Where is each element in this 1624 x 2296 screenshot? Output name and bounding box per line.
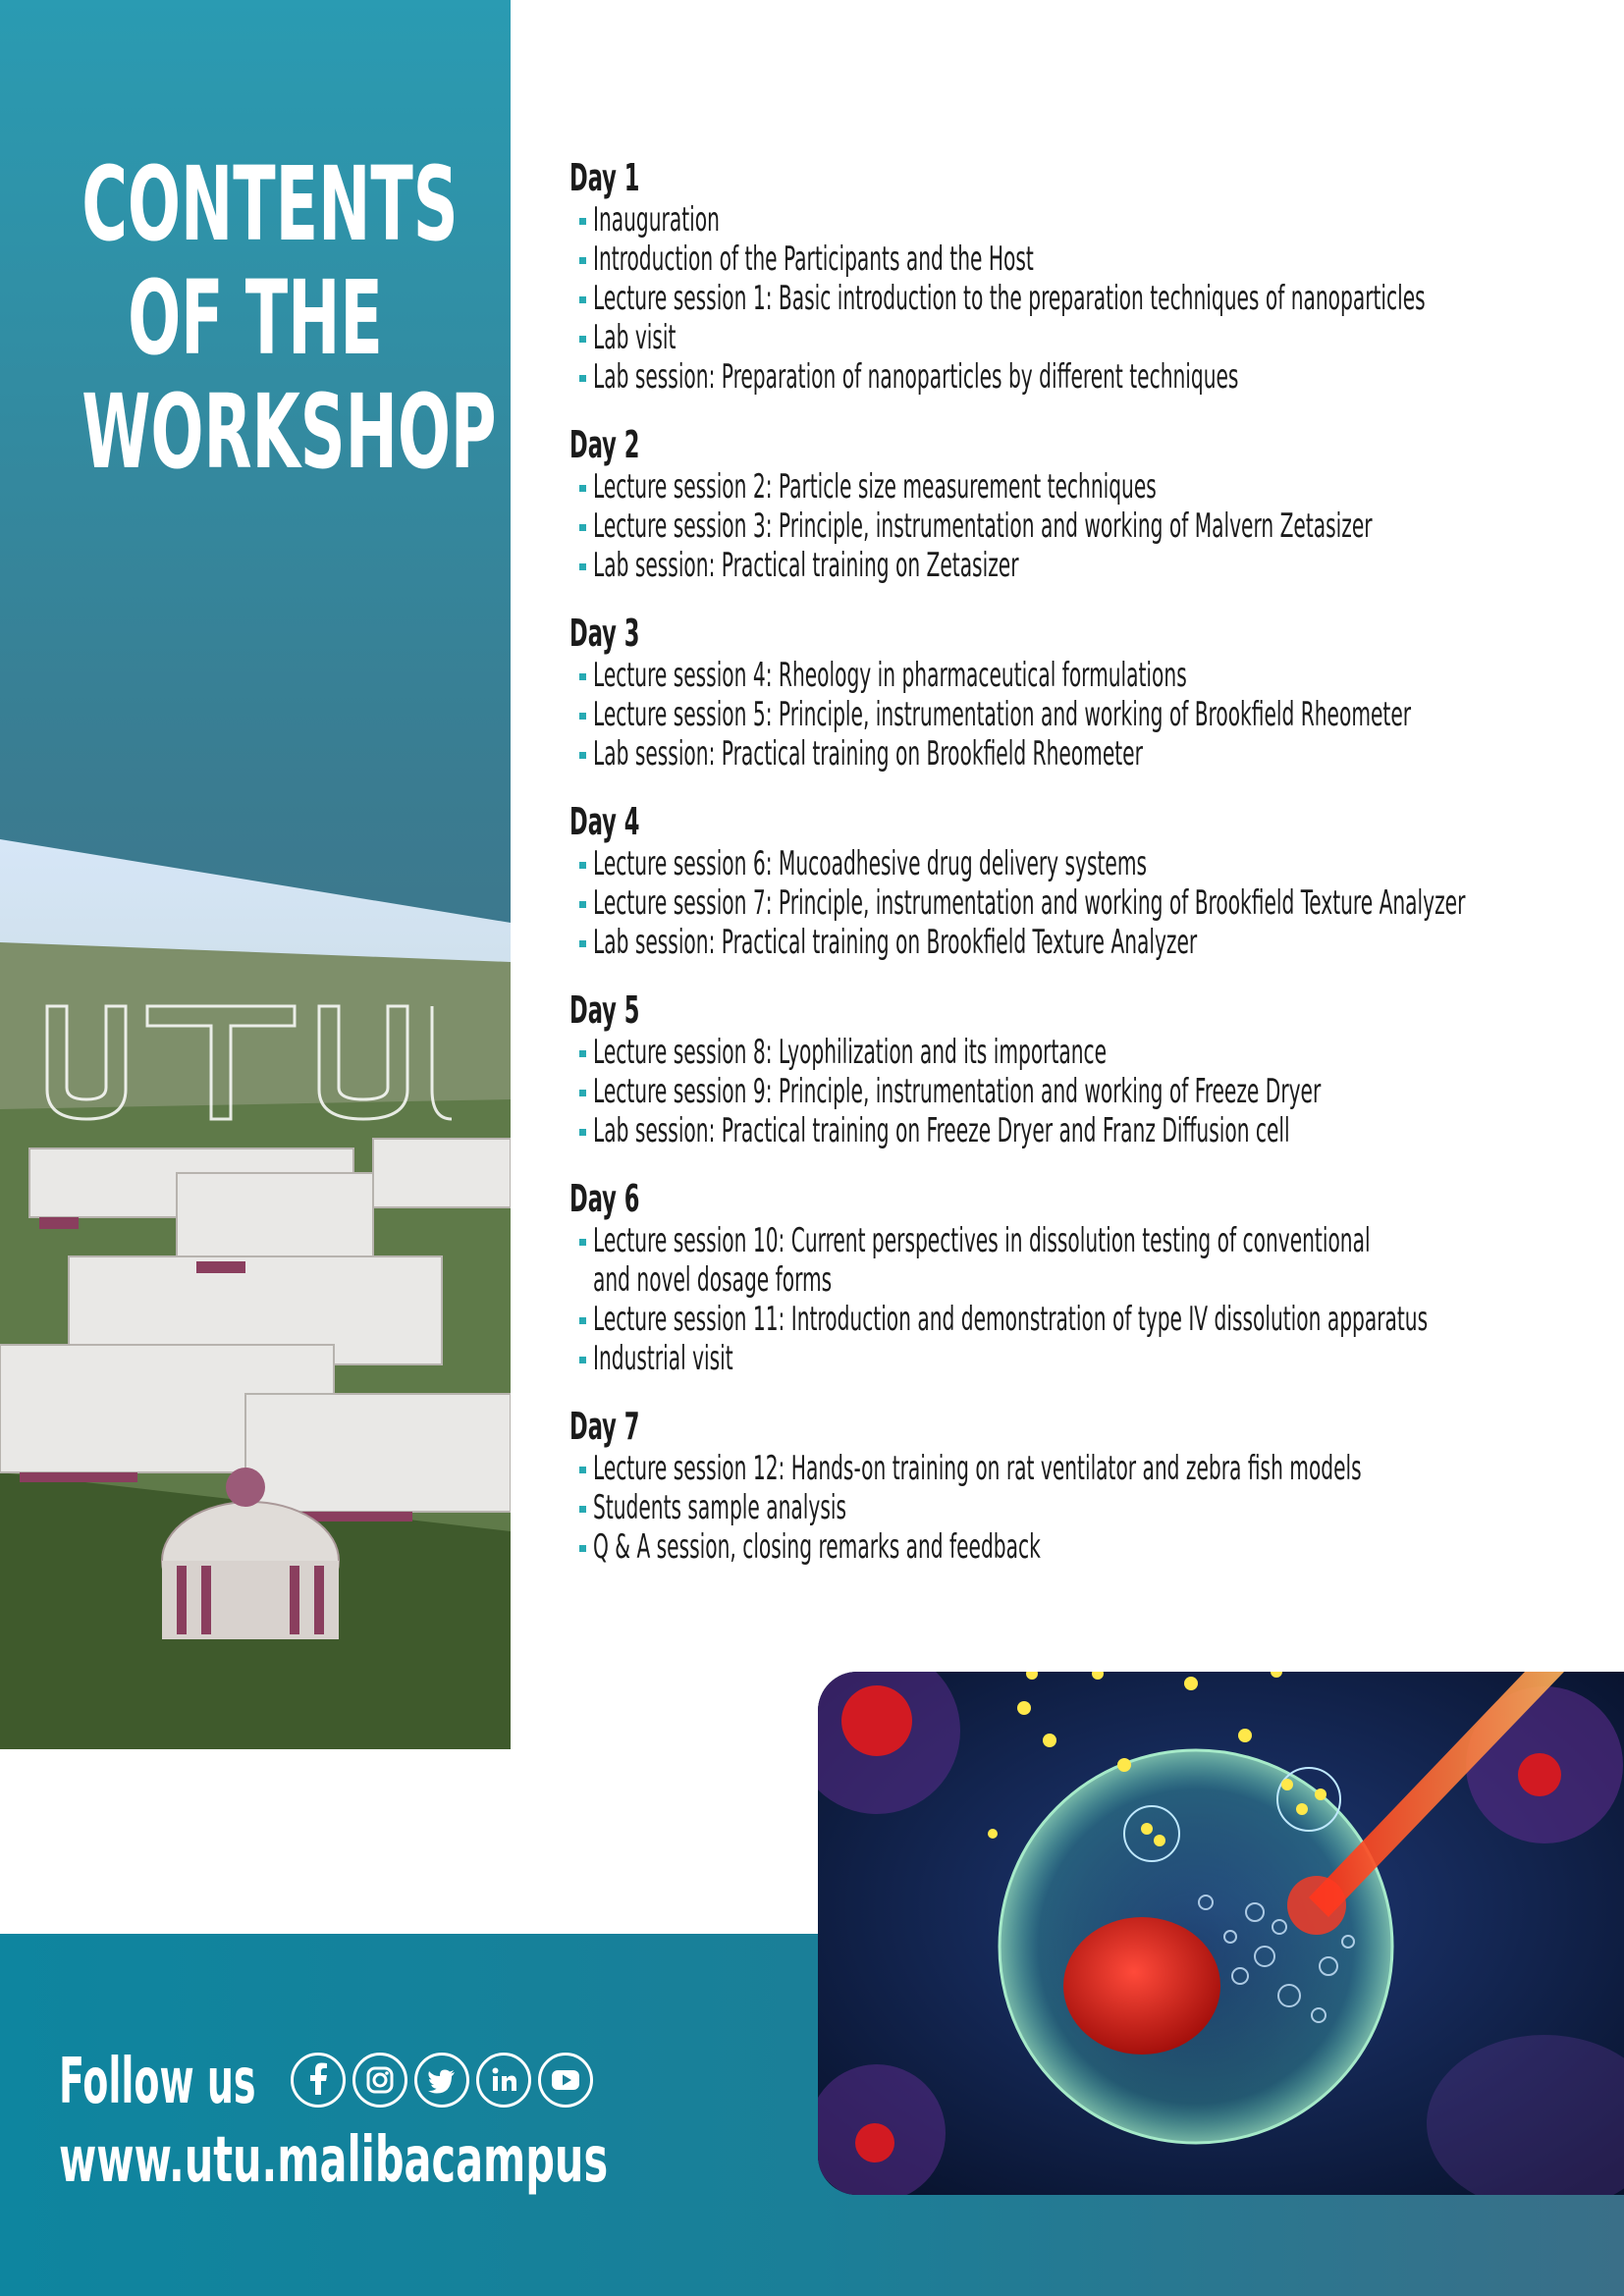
agenda-item-text: Lecture session 12: Hands-on training on rat ventilator and zebra fish models — [593, 1449, 1362, 1488]
agenda-item-text: Lab session: Practical training on Freeze Dryer and Franz Diffusion cell — [593, 1111, 1290, 1150]
agenda-day — [569, 799, 1591, 962]
bullet-icon — [579, 1506, 586, 1513]
bullet-icon — [579, 336, 586, 343]
agenda-item-text: Lecture session 7: Principle, instrumentation and working of Brookfield Texture Analyzer — [593, 883, 1466, 923]
agenda-item-text: Q & A session, closing remarks and feedback — [593, 1527, 1041, 1567]
agenda-item — [569, 844, 1591, 883]
agenda-item — [569, 279, 1591, 318]
agenda-day — [569, 1176, 1591, 1378]
agenda-item — [569, 200, 1591, 240]
bullet-icon — [579, 1357, 586, 1363]
bullet-icon — [579, 218, 586, 225]
agenda-item-text: Lab visit — [593, 318, 677, 357]
instagram-icon[interactable] — [352, 2053, 407, 2108]
day-title: Day 2 — [569, 423, 640, 466]
agenda-item-text: Lecture session 9: Principle, instrumentation and working of Freeze Dryer — [593, 1072, 1322, 1111]
campus-aerial-photo — [0, 0, 511, 1749]
title-panel — [0, 0, 511, 1749]
page-title: CONTENTS OF THE WORKSHOP — [81, 144, 497, 492]
agenda-item-text: Lab session: Practical training on Brookfield Rheometer — [593, 734, 1143, 774]
agenda — [569, 155, 1591, 1592]
bullet-icon — [579, 940, 586, 947]
agenda-item-text: Lecture session 5: Principle, instrumentation and working of Brookfield Rheometer — [593, 695, 1412, 734]
bullet-icon — [579, 563, 586, 570]
agenda-day — [569, 422, 1591, 585]
bullet-icon — [579, 485, 586, 492]
agenda-item-text: Lecture session 11: Introduction and demonstration of type IV dissolution apparatus — [593, 1300, 1429, 1339]
agenda-item — [569, 923, 1591, 962]
bullet-icon — [579, 713, 586, 720]
agenda-item-text: Lecture session 10: Current perspectives in dissolution testing of conventional — [593, 1221, 1371, 1260]
agenda-item — [569, 1488, 1591, 1527]
agenda-item — [569, 1072, 1591, 1111]
agenda-item — [569, 1339, 1591, 1378]
agenda-item-text: Industrial visit — [593, 1339, 733, 1378]
agenda-item — [569, 1449, 1591, 1488]
agenda-item-text: Students sample analysis — [593, 1488, 846, 1527]
agenda-item — [569, 1300, 1591, 1339]
agenda-day — [569, 155, 1591, 397]
facebook-icon[interactable] — [291, 2053, 346, 2108]
bullet-icon — [579, 375, 586, 382]
agenda-item-text: Lab session: Practical training on Zetasizer — [593, 546, 1019, 585]
day-title: Day 7 — [569, 1405, 640, 1448]
agenda-item — [569, 1527, 1591, 1567]
agenda-item — [569, 240, 1591, 279]
youtube-icon[interactable] — [538, 2053, 593, 2108]
website-url[interactable]: www.utu.malibacampus — [59, 2124, 609, 2197]
agenda-day — [569, 1404, 1591, 1567]
bullet-icon — [579, 1239, 586, 1246]
day-title: Day 6 — [569, 1177, 640, 1220]
agenda-item — [569, 318, 1591, 357]
agenda-item — [569, 1221, 1591, 1260]
agenda-item — [569, 883, 1591, 923]
agenda-day — [569, 611, 1591, 774]
agenda-item-text: Inauguration — [593, 200, 720, 240]
agenda-item — [569, 695, 1591, 734]
agenda-item-text: Lecture session 4: Rheology in pharmaceutical formulations — [593, 656, 1187, 695]
day-title: Day 1 — [569, 156, 640, 199]
day-title: Day 4 — [569, 800, 640, 843]
bullet-icon — [579, 673, 586, 680]
agenda-item — [569, 507, 1591, 546]
day-title: Day 5 — [569, 988, 640, 1032]
bullet-icon — [579, 1129, 586, 1136]
agenda-item-text: Lecture session 3: Principle, instrumentation and working of Malvern Zetasizer — [593, 507, 1373, 546]
day-title: Day 3 — [569, 612, 640, 655]
agenda-item — [569, 357, 1591, 397]
linkedin-icon[interactable] — [476, 2053, 531, 2108]
nanoparticle-cell-illustration — [818, 1672, 1624, 2195]
agenda-item — [569, 734, 1591, 774]
agenda-item-text: Lecture session 2: Particle size measurement techniques — [593, 467, 1157, 507]
follow-us-label: Follow us — [59, 2046, 256, 2118]
twitter-icon[interactable] — [414, 2053, 469, 2108]
bullet-icon — [579, 1467, 586, 1473]
bullet-icon — [579, 524, 586, 531]
agenda-item-text: Lecture session 6: Mucoadhesive drug delivery systems — [593, 844, 1148, 883]
agenda-day — [569, 988, 1591, 1150]
agenda-item-text: Lab session: Practical training on Brookfield Texture Analyzer — [593, 923, 1198, 962]
bullet-icon — [579, 1317, 586, 1324]
agenda-item-text: Introduction of the Participants and the Host — [593, 240, 1034, 279]
bullet-icon — [579, 257, 586, 264]
agenda-item-text: Lecture session 1: Basic introduction to the preparation techniques of nanoparticles — [593, 279, 1426, 318]
bullet-icon — [579, 862, 586, 869]
agenda-item-text: Lecture session 8: Lyophilization and its importance — [593, 1033, 1108, 1072]
bullet-icon — [579, 901, 586, 908]
agenda-item — [569, 656, 1591, 695]
bullet-icon — [579, 752, 586, 759]
agenda-item — [569, 1033, 1591, 1072]
bullet-icon — [579, 1545, 586, 1552]
agenda-item-text: and novel dosage forms — [593, 1260, 833, 1300]
bullet-icon — [579, 296, 586, 303]
agenda-item-text: Lab session: Preparation of nanoparticles by different techniques — [593, 357, 1239, 397]
agenda-item — [569, 1111, 1591, 1150]
agenda-item-continuation — [569, 1260, 1591, 1300]
agenda-item — [569, 546, 1591, 585]
bullet-icon — [579, 1090, 586, 1096]
agenda-item — [569, 467, 1591, 507]
bullet-icon — [579, 1050, 586, 1057]
